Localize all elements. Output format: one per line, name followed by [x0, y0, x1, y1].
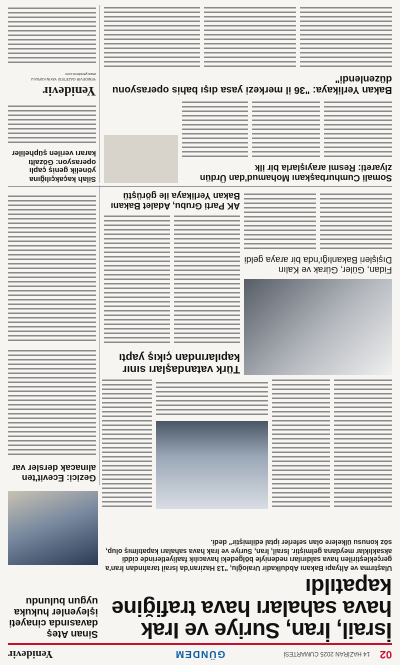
fidan-text-2: [244, 191, 316, 251]
imprint-owner: YENİDEVİR GAZETESİ YAYIN KURULU: [30, 77, 96, 81]
somali-text-3: [182, 99, 248, 159]
lead-text-col-3: [102, 379, 152, 509]
section-title: GÜNDEM: [174, 648, 226, 659]
right-text-col: [8, 193, 96, 343]
imprint-text: [8, 5, 96, 65]
gezici-headline: Gezici: Ecevit'ten alınacak dersler var: [11, 463, 96, 483]
somali-text-2: [252, 99, 320, 159]
fidan-headline: Fidan, Güler, Gürak ve Kalın Dışişleri Bakanlığı'nda bir araya geldi: [244, 255, 392, 275]
divider-2: [8, 186, 392, 187]
yuk-headline: Silah kaçakçılığına yönelik geniş çaplı operasyon: Gözaltı kararı verilen şüpheliler: [11, 149, 96, 184]
yuk-text: [8, 105, 96, 145]
imprint-contact: www.yenidevir.com: [65, 72, 96, 77]
side-story: [8, 489, 98, 639]
kahraman-text-1: [174, 215, 240, 345]
akparti-headline: AK Parti Grubu, Adalet Bakanı Bakan Yerlikaya ile görüştü: [110, 191, 240, 211]
page-number: 02: [379, 648, 392, 660]
lead-story: [100, 513, 392, 641]
somali-headline: Somali Cumhurbaşkanı Mohamud'dan Ürdün ziyareti: Resmi arayışlarla bir ilk: [199, 163, 392, 183]
yerlikaya-text-3: [104, 5, 200, 69]
yerlikaya-text-1: [300, 5, 392, 69]
lead-text-col-1: [334, 379, 392, 509]
fidan-text-1: [320, 191, 392, 251]
somali-photo: [104, 135, 178, 183]
divider-3: [99, 5, 100, 183]
issue-date: 14 HAZİRAN 2025 CUMARTESİ: [283, 650, 370, 656]
yerlikaya-text-2: [204, 5, 296, 69]
lead-text-col-2: [272, 379, 330, 509]
lead-text-col-4: [156, 379, 268, 417]
kahraman-headline: Türk vatandaşları sınır kapılarından çıkış yaptı: [118, 351, 240, 375]
lead-headline: İsrail, İran, Suriye ve Irak hava sahaları hava trafiğine kapatıldı: [111, 574, 392, 643]
meeting-photo: [244, 279, 392, 375]
imprint-logo: Yenidevir: [42, 84, 96, 99]
side-headline: Sinan Ateş davasında cinayeti işleyenler hukuka uygun bulundu: [9, 595, 98, 639]
yerlikaya-headline: Bakan Yerlikaya: "36 il merkezi yasa dışı bahis operasyonu düzenlendi": [112, 73, 392, 95]
lead-photo: [156, 421, 268, 509]
side-photo: [8, 491, 98, 565]
somali-text-1: [324, 99, 392, 159]
lead-spot: Ulaştırma ve Altyapı Bakanı Abdulkadir Uraloğlu, "13 Haziran'da İsrail tarafından İran'a gerçekleştirilen hava saldırıları nedeniyle bölgedeki havacılık faaliyetlerinde ciddi aksaklıklar meydana gelmiştir. İsrail, İran, Suriye ve Irak hava sahaları kapatılmış olup, söz konusu ülkelere olan seferler iptal edilmiştir" dedi.: [105, 538, 392, 571]
divider-1: [99, 185, 100, 485]
page-header: [8, 643, 392, 661]
gezici-text: [8, 347, 96, 457]
masthead-logo: Yenidevir: [8, 648, 54, 660]
kahraman-text-2: [104, 215, 170, 345]
